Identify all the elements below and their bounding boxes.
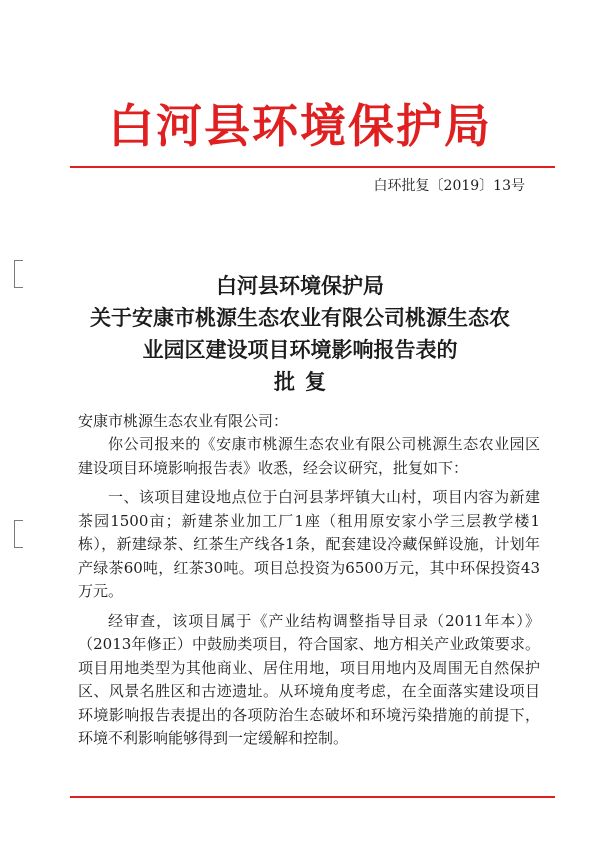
title-line-2: 关于安康市桃源生态农业有限公司桃源生态农 (90, 305, 510, 330)
title-line-4: 批复 (274, 369, 336, 394)
binding-mark (14, 520, 23, 548)
addressee: 安康市桃源生态农业有限公司： (78, 412, 289, 430)
body-text (78, 433, 540, 751)
paragraph: 经审查，该项目属于《产业结构调整指导目录（2011年本）》（2013年修正）中鼓励类项目，符合国家、地方相关产业政策要求。项目用地类型为其他商业、居住用地，项目用地内及周围无自然保护区、风景名胜区和古迹遗址。从环境角度考虑，在全面落实建设项目环境影响报告表提出的各项防治生态破坏和环境污染措施的前提下，环境不利影响能够得到一定缓解和控制。 (78, 611, 540, 747)
document-title (0, 270, 600, 398)
title-line-1: 白河县环境保护局 (216, 273, 384, 298)
paragraph: 一、该项目建设地点位于白河县茅坪镇大山村，项目内容为新建茶园1500亩；新建茶业加工厂1座（租用原安家小学三层教学楼1栋），新建绿茶、红茶生产线各1条，配套建设冷藏保鲜设施，计划年产绿茶60吨，红茶30吨。项目总投资为6500万元，其中环保投资43万元。 (78, 488, 540, 600)
paragraph: 你公司报来的《安康市桃源生态农业有限公司桃源生态农业园区建设项目环境影响报告表》收悉，经会议研究，批复如下： (78, 435, 540, 477)
agency-letterhead: 白河县环境保护局 (108, 99, 492, 153)
letterhead-red-rule (70, 166, 555, 168)
document-number: 白环批复〔2019〕13号 (373, 178, 525, 194)
footer-red-rule (70, 796, 555, 798)
title-line-3: 业园区建设项目环境影响报告表的 (142, 337, 458, 362)
